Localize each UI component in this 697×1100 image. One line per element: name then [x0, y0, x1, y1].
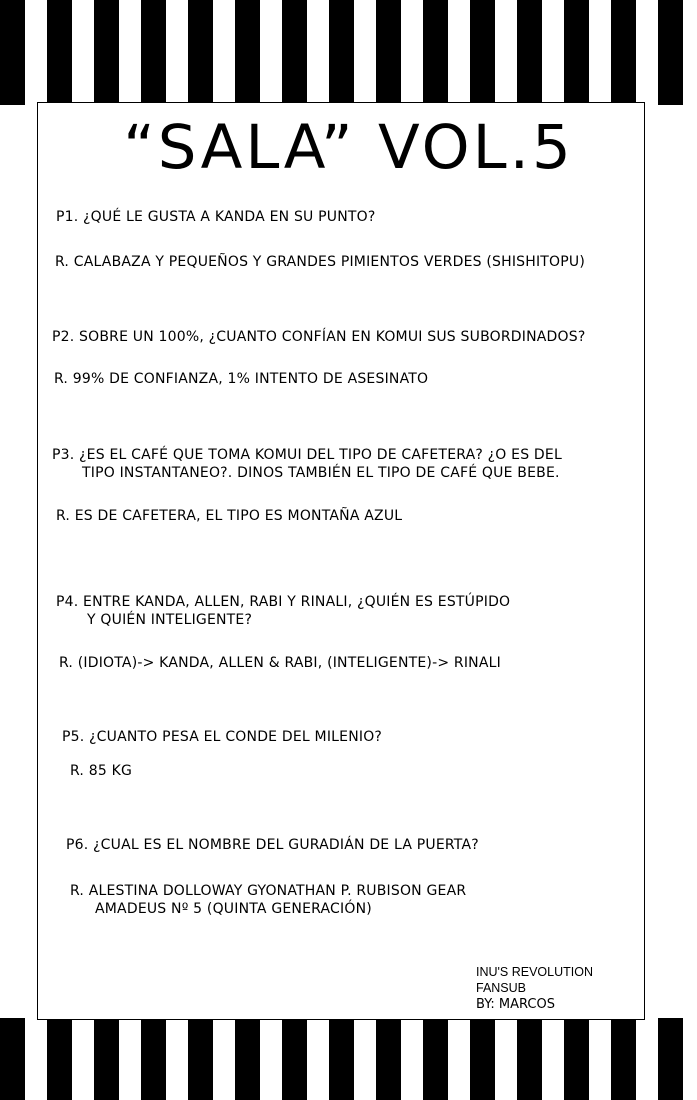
striped-border-bottom	[0, 1018, 697, 1100]
question-3-line-1: P3. ¿ES EL CAFÉ QUE TOMA KOMUI DEL TIPO DE CAFETERA? ¿O ES DEL	[52, 447, 562, 463]
answer-1: R. CALABAZA Y PEQUEÑOS Y GRANDES PIMIENTOS VERDES (SHISHITOPU)	[55, 254, 586, 270]
credit-group-name: INU'S REVOLUTION	[476, 965, 593, 979]
question-5: P5. ¿CUANTO PESA EL CONDE DEL MILENIO?	[62, 729, 383, 745]
credit-fansub: FANSUB	[476, 981, 527, 995]
answer-2: R. 99% DE CONFIANZA, 1% INTENTO DE ASESINATO	[54, 371, 429, 387]
answer-6-line-2: AMADEUS Nº 5 (QUINTA GENERACIÓN)	[95, 901, 372, 917]
answer-5: R. 85 KG	[70, 763, 133, 779]
question-3-line-2: TIPO INSTANTANEO?. DINOS TAMBIÉN EL TIPO DE CAFÉ QUE BEBE.	[82, 465, 560, 481]
question-6: P6. ¿CUAL ES EL NOMBRE DEL GURADIÁN DE LA PUERTA?	[66, 837, 479, 853]
page-title: “SALA” VOL.5	[123, 112, 574, 183]
answer-6-line-1: R. ALESTINA DOLLOWAY GYONATHAN P. RUBISON GEAR	[70, 883, 467, 899]
question-2: P2. SOBRE UN 100%, ¿CUANTO CONFÍAN EN KOMUI SUS SUBORDINADOS?	[52, 329, 586, 345]
striped-border-top	[0, 0, 697, 105]
answer-4: R. (IDIOTA)-> KANDA, ALLEN & RABI, (INTELIGENTE)-> RINALI	[59, 655, 501, 671]
answer-3: R. ES DE CAFETERA, EL TIPO ES MONTAÑA AZUL	[56, 508, 403, 524]
question-4-line-2: Y QUIÉN INTELIGENTE?	[87, 612, 253, 628]
credit-author: BY: MARCOS	[476, 997, 555, 1012]
question-4-line-1: P4. ENTRE KANDA, ALLEN, RABI Y RINALI, ¿QUIÉN ES ESTÚPIDO	[56, 594, 511, 610]
question-1: P1. ¿QUÉ LE GUSTA A KANDA EN SU PUNTO?	[56, 209, 376, 225]
